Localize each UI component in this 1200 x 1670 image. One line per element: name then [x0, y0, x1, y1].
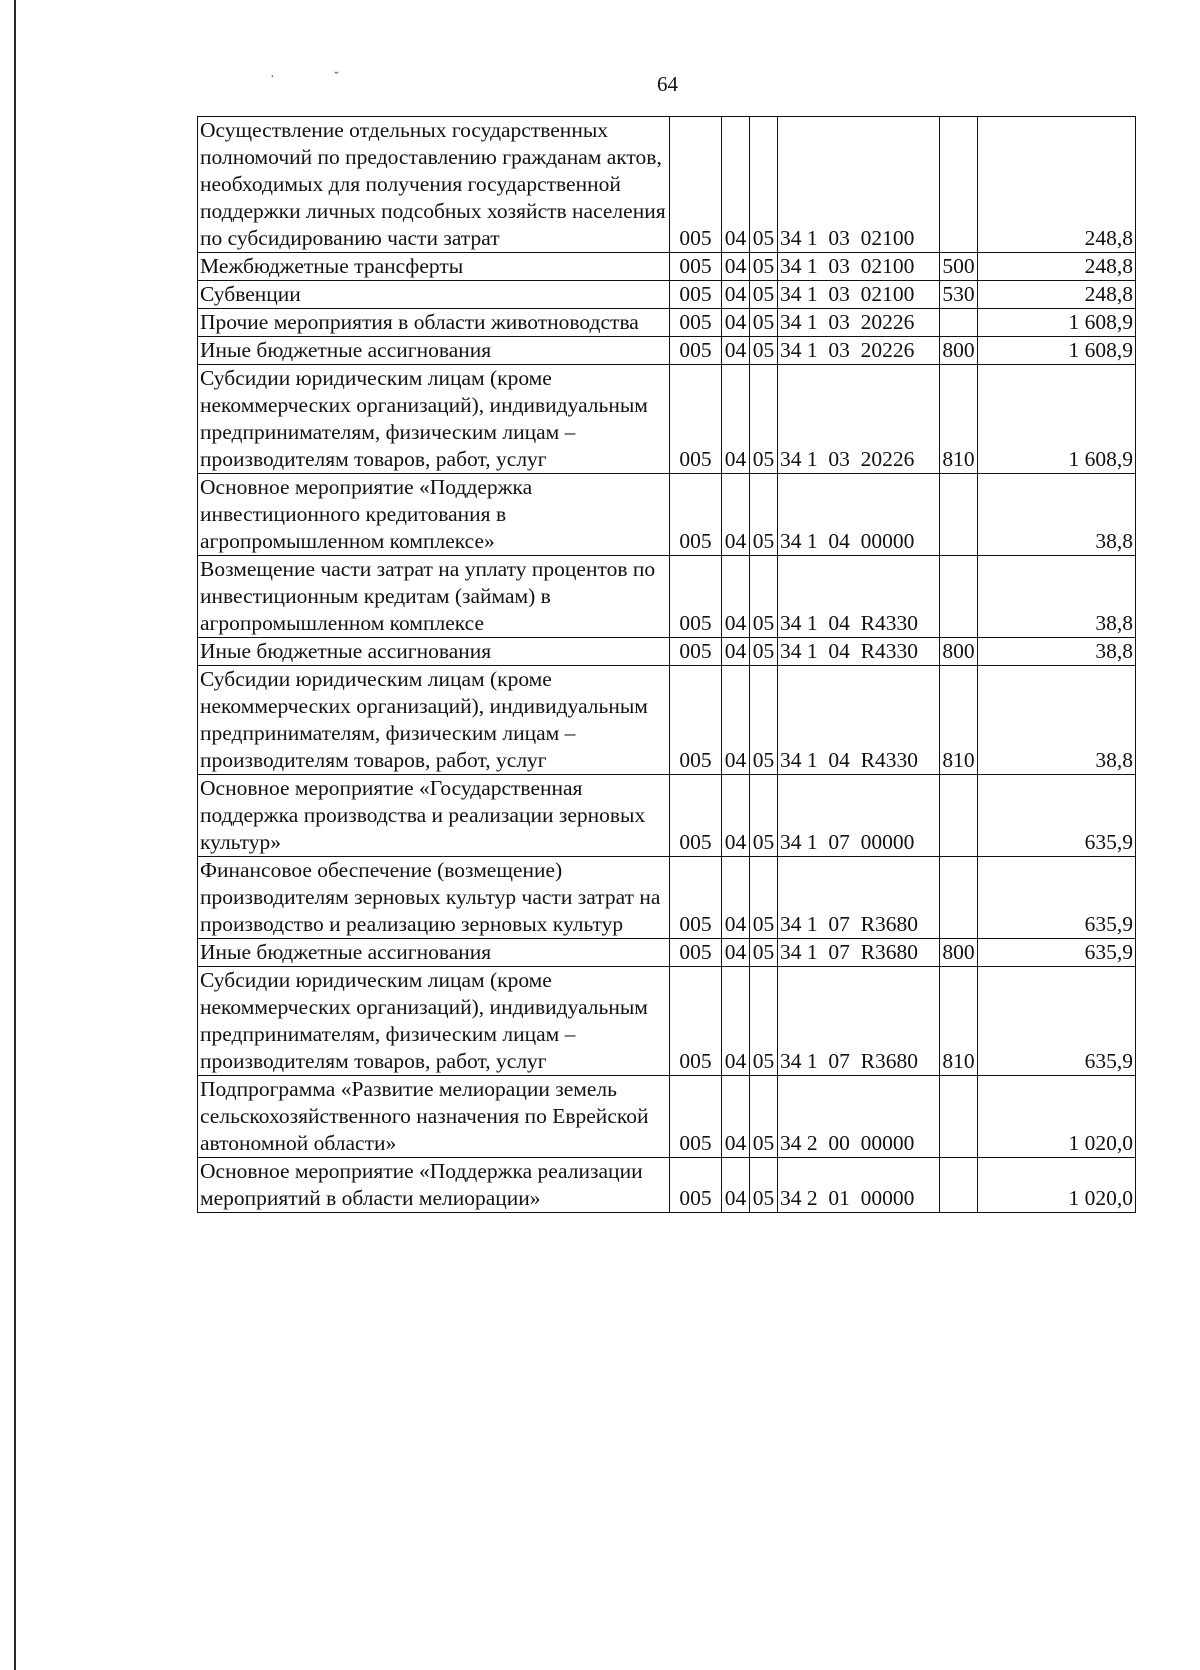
row-name: Иные бюджетные ассигнования: [198, 939, 670, 967]
admin-code: 005: [670, 337, 722, 365]
section-code: 04: [722, 309, 750, 337]
target-article-code: 34 2 01 00000: [778, 1158, 940, 1213]
section-code: 04: [722, 1158, 750, 1213]
row-name: Межбюджетные трансферты: [198, 253, 670, 281]
row-name: Возмещение части затрат на уплату процентов по инвестиционным кредитам (займам) в агропромышленном комплексе: [198, 556, 670, 638]
amount-value: 635,9: [978, 775, 1136, 857]
target-article-code: 34 1 04 00000: [778, 474, 940, 556]
admin-code: 005: [670, 967, 722, 1076]
expense-kind-code: [940, 474, 978, 556]
table-row: [198, 337, 1136, 365]
row-name: Основное мероприятие «Государственная поддержка производства и реализации зерновых культур»: [198, 775, 670, 857]
row-name: Субсидии юридическим лицам (кроме некоммерческих организаций), индивидуальным предпринимателям, физическим лицам – производителям товаров, работ, услуг: [198, 967, 670, 1076]
section-code: 04: [722, 281, 750, 309]
table-row: [198, 939, 1136, 967]
target-article-code: 34 1 04 R4330: [778, 666, 940, 775]
table-row: [198, 474, 1136, 556]
target-article-code: 34 1 07 R3680: [778, 939, 940, 967]
subsection-code: 05: [750, 1158, 778, 1213]
amount-value: 38,8: [978, 666, 1136, 775]
expense-kind-code: [940, 857, 978, 939]
subsection-code: 05: [750, 337, 778, 365]
expense-kind-code: [940, 775, 978, 857]
amount-value: 38,8: [978, 638, 1136, 666]
admin-code: 005: [670, 939, 722, 967]
subsection-code: 05: [750, 1076, 778, 1158]
amount-value: 248,8: [978, 253, 1136, 281]
subsection-code: 05: [750, 281, 778, 309]
subsection-code: 05: [750, 638, 778, 666]
section-code: 04: [722, 556, 750, 638]
row-name: Осуществление отдельных государственных полномочий по предоставлению гражданам актов, необходимых для получения государственной поддержки личных подсобных хозяйств населения по субсидированию части затрат: [198, 117, 670, 253]
amount-value: 1 608,9: [978, 365, 1136, 474]
table-row: [198, 666, 1136, 775]
budget-table: [197, 116, 1136, 1213]
table-row: [198, 775, 1136, 857]
admin-code: 005: [670, 556, 722, 638]
table-row: [198, 1076, 1136, 1158]
admin-code: 005: [670, 117, 722, 253]
row-name: Прочие мероприятия в области животноводства: [198, 309, 670, 337]
section-code: 04: [722, 337, 750, 365]
expense-kind-code: 800: [940, 337, 978, 365]
subsection-code: 05: [750, 857, 778, 939]
amount-value: 1 020,0: [978, 1158, 1136, 1213]
table-row: [198, 117, 1136, 253]
section-code: 04: [722, 857, 750, 939]
amount-value: 1 608,9: [978, 337, 1136, 365]
subsection-code: 05: [750, 117, 778, 253]
target-article-code: 34 1 07 00000: [778, 775, 940, 857]
admin-code: 005: [670, 474, 722, 556]
expense-kind-code: 800: [940, 638, 978, 666]
subsection-code: 05: [750, 775, 778, 857]
subsection-code: 05: [750, 309, 778, 337]
row-name: Подпрограмма «Развитие мелиорации земель сельскохозяйственного назначения по Еврейской автономной области»: [198, 1076, 670, 1158]
expense-kind-code: [940, 556, 978, 638]
target-article-code: 34 2 00 00000: [778, 1076, 940, 1158]
subsection-code: 05: [750, 474, 778, 556]
scan-specks: · ˘: [270, 70, 367, 85]
expense-kind-code: 810: [940, 967, 978, 1076]
table-row: [198, 556, 1136, 638]
target-article-code: 34 1 04 R4330: [778, 638, 940, 666]
budget-table-body: [198, 117, 1136, 1213]
table-row: [198, 967, 1136, 1076]
amount-value: 248,8: [978, 281, 1136, 309]
section-code: 04: [722, 117, 750, 253]
expense-kind-code: [940, 117, 978, 253]
row-name: Иные бюджетные ассигнования: [198, 337, 670, 365]
expense-kind-code: [940, 309, 978, 337]
admin-code: 005: [670, 365, 722, 474]
section-code: 04: [722, 253, 750, 281]
admin-code: 005: [670, 309, 722, 337]
page-number: 64: [657, 72, 678, 96]
section-code: 04: [722, 1076, 750, 1158]
table-row: [198, 309, 1136, 337]
target-article-code: 34 1 03 20226: [778, 309, 940, 337]
table-row: [198, 365, 1136, 474]
target-article-code: 34 1 03 20226: [778, 365, 940, 474]
section-code: 04: [722, 775, 750, 857]
subsection-code: 05: [750, 556, 778, 638]
table-row: [198, 253, 1136, 281]
table-row: [198, 857, 1136, 939]
admin-code: 005: [670, 775, 722, 857]
amount-value: 248,8: [978, 117, 1136, 253]
row-name: Иные бюджетные ассигнования: [198, 638, 670, 666]
expense-kind-code: 500: [940, 253, 978, 281]
section-code: 04: [722, 474, 750, 556]
section-code: 04: [722, 365, 750, 474]
row-name: Основное мероприятие «Поддержка инвестиционного кредитования в агропромышленном комплексе»: [198, 474, 670, 556]
target-article-code: 34 1 07 R3680: [778, 857, 940, 939]
amount-value: 1 608,9: [978, 309, 1136, 337]
subsection-code: 05: [750, 967, 778, 1076]
admin-code: 005: [670, 1158, 722, 1213]
target-article-code: 34 1 03 20226: [778, 337, 940, 365]
admin-code: 005: [670, 857, 722, 939]
section-code: 04: [722, 939, 750, 967]
amount-value: 635,9: [978, 939, 1136, 967]
expense-kind-code: [940, 1076, 978, 1158]
expense-kind-code: [940, 1158, 978, 1213]
amount-value: 635,9: [978, 967, 1136, 1076]
admin-code: 005: [670, 253, 722, 281]
target-article-code: 34 1 03 02100: [778, 281, 940, 309]
section-code: 04: [722, 638, 750, 666]
table-row: [198, 281, 1136, 309]
target-article-code: 34 1 03 02100: [778, 117, 940, 253]
scan-edge-line: [14, 0, 16, 1670]
table-row: [198, 1158, 1136, 1213]
row-name: Субсидии юридическим лицам (кроме некоммерческих организаций), индивидуальным предпринимателям, физическим лицам – производителям товаров, работ, услуг: [198, 365, 670, 474]
admin-code: 005: [670, 638, 722, 666]
expense-kind-code: 810: [940, 365, 978, 474]
row-name: Основное мероприятие «Поддержка реализации мероприятий в области мелиорации»: [198, 1158, 670, 1213]
expense-kind-code: 800: [940, 939, 978, 967]
target-article-code: 34 1 03 02100: [778, 253, 940, 281]
admin-code: 005: [670, 281, 722, 309]
row-name: Субсидии юридическим лицам (кроме некоммерческих организаций), индивидуальным предпринимателям, физическим лицам – производителям товаров, работ, услуг: [198, 666, 670, 775]
amount-value: 1 020,0: [978, 1076, 1136, 1158]
subsection-code: 05: [750, 365, 778, 474]
target-article-code: 34 1 04 R4330: [778, 556, 940, 638]
amount-value: 635,9: [978, 857, 1136, 939]
row-name: Субвенции: [198, 281, 670, 309]
expense-kind-code: 810: [940, 666, 978, 775]
subsection-code: 05: [750, 939, 778, 967]
target-article-code: 34 1 07 R3680: [778, 967, 940, 1076]
admin-code: 005: [670, 666, 722, 775]
subsection-code: 05: [750, 253, 778, 281]
admin-code: 005: [670, 1076, 722, 1158]
expense-kind-code: 530: [940, 281, 978, 309]
section-code: 04: [722, 967, 750, 1076]
section-code: 04: [722, 666, 750, 775]
subsection-code: 05: [750, 666, 778, 775]
amount-value: 38,8: [978, 556, 1136, 638]
row-name: Финансовое обеспечение (возмещение) производителям зерновых культур части затрат на производство и реализацию зерновых культур: [198, 857, 670, 939]
table-row: [198, 638, 1136, 666]
amount-value: 38,8: [978, 474, 1136, 556]
